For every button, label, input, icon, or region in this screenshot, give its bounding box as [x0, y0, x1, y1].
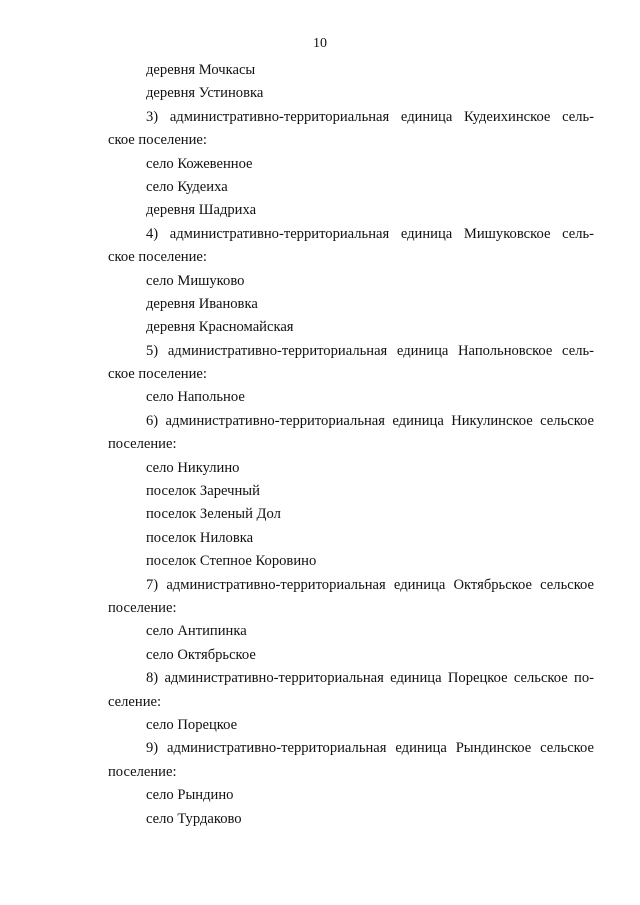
text-line: поселок Ниловка	[146, 529, 254, 546]
text-line: поселок Степное Коровино	[146, 553, 317, 570]
text-line: село Мишуково	[146, 272, 245, 289]
text-line: 9) административно-территориальная единица Рындинское сельское	[146, 740, 594, 757]
text-line: деревня Шадриха	[146, 202, 257, 219]
text-line: поселок Заречный	[146, 483, 260, 500]
text-line: 8) административно-территориальная единица Порецкое сельское по-	[146, 670, 594, 687]
text-line: село Октябрьское	[146, 646, 256, 663]
text-line: селение:	[108, 693, 162, 710]
text-line: ское поселение:	[108, 249, 207, 266]
text-line: поселок Зеленый Дол	[146, 506, 281, 523]
text-line: поселение:	[108, 763, 177, 780]
text-line: село Антипинка	[146, 623, 247, 640]
text-line: поселение:	[108, 436, 177, 453]
text-line: 7) административно-территориальная единица Октябрьское сельское	[146, 576, 594, 593]
text-line: 4) административно-территориальная единица Мишуковское сель-	[146, 225, 594, 242]
text-line: ское поселение:	[108, 132, 207, 149]
text-line: 6) административно-территориальная единица Никулинское сельское	[146, 412, 594, 429]
text-line: 5) административно-территориальная единица Напольновское сель-	[146, 342, 594, 359]
text-line: деревня Ивановка	[146, 295, 258, 312]
text-line: село Кудеиха	[146, 178, 228, 195]
text-line: село Порецкое	[146, 716, 238, 733]
text-line: село Напольное	[146, 389, 245, 406]
text-line: деревня Устиновка	[146, 85, 264, 102]
text-line: село Кожевенное	[146, 155, 253, 172]
text-line: 3) административно-территориальная единица Кудеихинское сель-	[146, 108, 594, 125]
page-number: 10	[313, 36, 327, 51]
text-line: деревня Мочкасы	[146, 62, 256, 78]
text-line: село Никулино	[146, 459, 240, 476]
text-line: село Турдаково	[146, 810, 242, 827]
text-line: ское поселение:	[108, 366, 207, 383]
text-line: поселение:	[108, 599, 177, 616]
text-line: село Рындино	[146, 787, 234, 804]
text-line: деревня Красномайская	[146, 319, 294, 336]
document-body	[108, 59, 594, 831]
